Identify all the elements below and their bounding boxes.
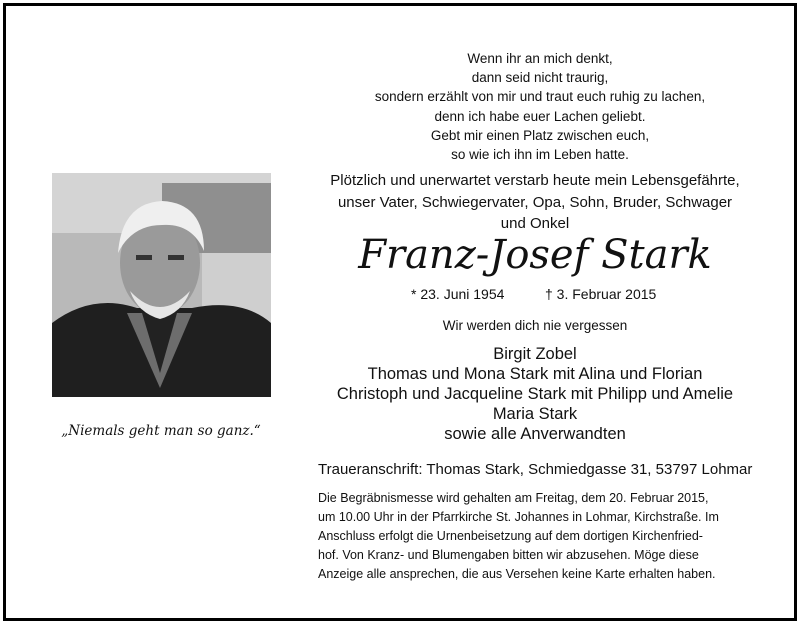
mourner: sowie alle Anverwandten [444,425,626,443]
poem-line: denn ich habe euer Lachen geliebt. [434,108,646,124]
never-forget-line: Wir werden dich nie vergessen [442,318,628,333]
mourner: Birgit Zobel [493,345,577,363]
mourner: Thomas und Mona Stark mit Alina und Florian [367,365,703,383]
poem-line: Gebt mir einen Platz zwischen euch, [430,127,650,143]
details-line: Anzeige alle ansprechen, die aus Versehen keine Karte erhalten haben. [318,567,716,581]
death-date: † 3. Februar 2015 [545,286,657,302]
details-line: Anschluss erfolgt die Urnenbeisetzung auf dem dortigen Kirchenfried- [318,529,703,543]
poem-line: Wenn ihr an mich denkt, [467,51,613,66]
intro-line: und Onkel [500,215,570,232]
intro-line: Plötzlich und unerwartet verstarb heute mein Lebensgefährte, [330,172,740,189]
details-line: hof. Von Kranz- und Blumengaben bitten wir abzusehen. Möge diese [318,548,699,562]
poem-line: sondern erzählt von mir und traut euch ruhig zu lachen, [374,89,706,105]
mourner: Christoph und Jacqueline Stark mit Philipp und Amelie [336,385,734,403]
mourner: Maria Stark [492,405,578,423]
funeral-details [318,489,748,584]
poem [315,49,765,164]
mourners-list [300,344,770,444]
details-line: um 10.00 Uhr in der Pfarrkirche St. Johannes in Lohmar, Kirchstraße. Im [318,510,719,524]
mourning-address: Traueranschrift: Thomas Stark, Schmiedgasse 31, 53797 Lohmar [318,461,753,478]
memorial-quote: „Niemals geht man so ganz.“ [61,423,261,439]
intro-line: unser Vater, Schwiegervater, Opa, Sohn, Bruder, Schwager [337,193,733,211]
death-announcement [300,170,770,235]
birth-date: * 23. Juni 1954 [411,286,505,302]
portrait-photo [52,173,271,397]
details-line: Die Begräbnismesse wird gehalten am Freitag, dem 20. Februar 2015, [318,491,709,505]
poem-line: so wie ich ihn im Leben hatte. [451,147,629,163]
poem-line: dann seid nicht traurig, [471,70,609,86]
deceased-name: Franz-Josef Stark [358,232,712,278]
